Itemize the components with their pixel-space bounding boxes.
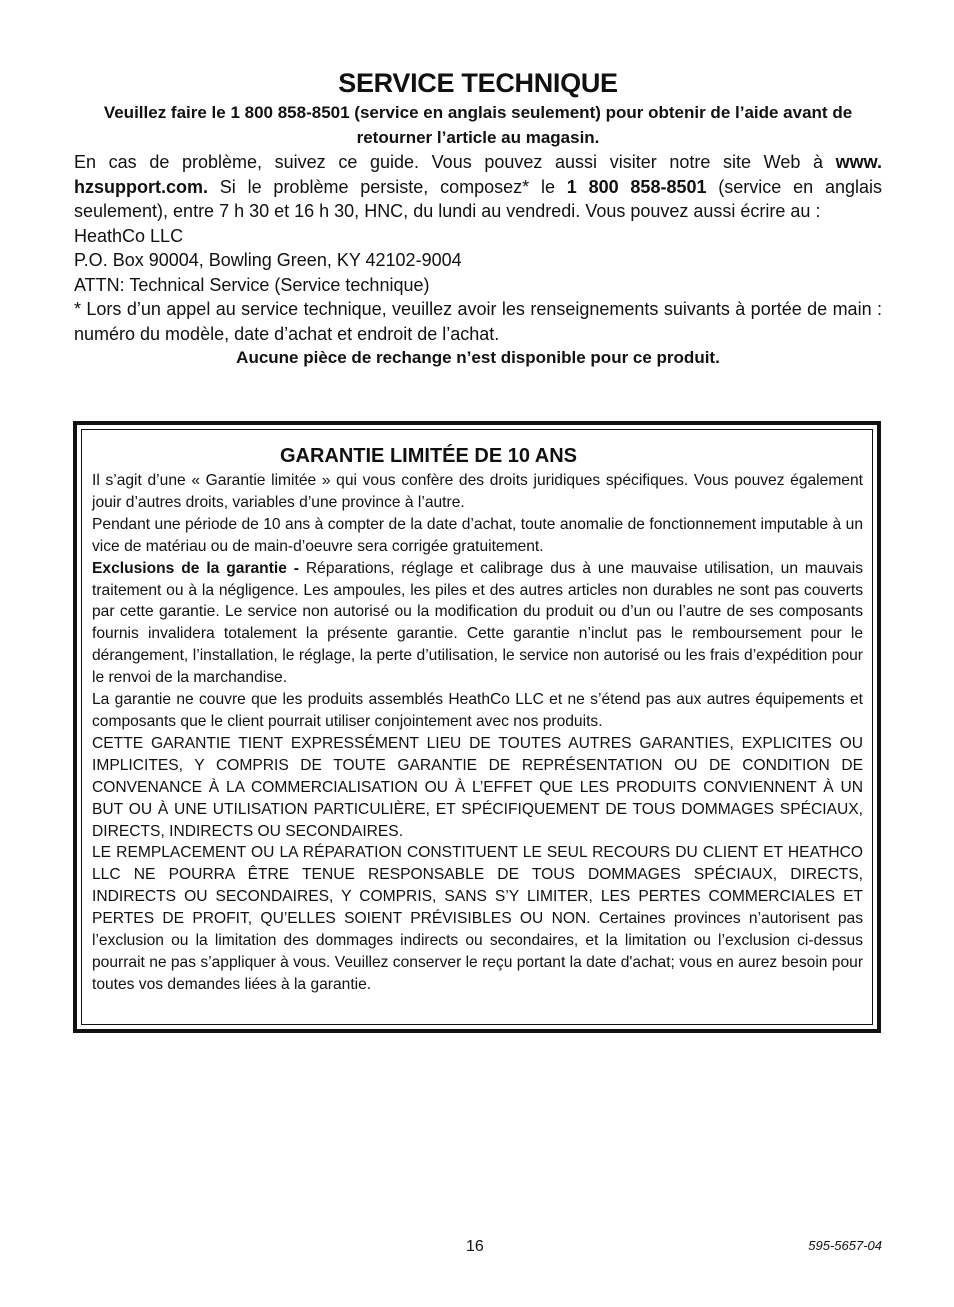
service-call-note: * Lors d’un appel au service technique, veuillez avoir les renseignements suivants à portée de main : numéro du modèle, date d’achat et endroit de l’achat. xyxy=(74,299,882,344)
address-line-box: P.O. Box 90004, Bowling Green, KY 42102-9004 xyxy=(74,250,462,270)
warranty-inner-frame xyxy=(81,429,873,1025)
warranty-paragraph-5: CETTE GARANTIE TIENT EXPRESSÉMENT LIEU DE TOUTES AUTRES GARANTIES, EXPLICITES OU IMPLICITES, Y COMPRIS DE TOUTE GARANTIE DE REPRÉSENTATION OU DE CONDITION DE CONVENANCE À LA COMMERCIALISATION OU À L’EFFET QUE LES PRODUITS CONVIENNENT À UN BUT OU À UNE UTILISATION PARTICULIÈRE, ET SPÉCIFIQUEMENT DE TOUS DOMMAGES SPÉCIAUX, DIRECTS, INDIRECTS OU SECONDAIRES. xyxy=(92,734,863,840)
service-section xyxy=(74,66,882,371)
warranty-box xyxy=(73,421,881,1033)
exclusions-text: Réparations, réglage et calibrage dus à une mauvaise utilisation, un mauvais traitement ou à la négligence. Les ampoules, les piles et des autres articles non durables ne sont pas couverts par cette garantie. Le service non autorisé ou la modification du produit ou d’un ou l’autre de ses composants fournis invalidera totalement la présente garantie. Cette garantie n’inclut pas le remboursement pour le dérangement, l’installation, le réglage, la perte d’utilisation, le service non autorisé ou les frais d’expédition pour le renvoi de la marchandise. xyxy=(92,559,863,687)
page-number: 16 xyxy=(466,1238,484,1255)
warranty-paragraph-1: Il s’agit d’une « Garantie limitée » qui vous confère des droits juridiques spécifiques. Vous pouvez également jouir d’autres droits, variables d’une province à l’autre. xyxy=(92,472,863,511)
warranty-paragraph-4: La garantie ne couvre que les produits assemblés HeathCo LLC et ne s’étend pas aux autres équipements et composants que le client pourrait utiliser conjointement avec nos produits. xyxy=(92,691,863,730)
support-phone-number: 1 800 858-8501 xyxy=(566,176,707,197)
service-title: SERVICE TECHNIQUE xyxy=(338,68,618,98)
warranty-paragraph-exclusions xyxy=(92,558,863,689)
address-line-company: HeathCo LLC xyxy=(74,225,184,246)
service-lead: Veuillez faire le 1 800 858-8501 (service en anglais seulement) pour obtenir de l’aide avant de retourner l’article au magasin. xyxy=(103,103,853,147)
service-text-b: Si le problème persiste, composez* le xyxy=(208,176,567,197)
no-parts-notice: Aucune pièce de rechange n’est disponible pour ce produit. xyxy=(236,348,720,367)
warranty-paragraph-6: LE REMPLACEMENT OU LA RÉPARATION CONSTITUENT LE SEUL RECOURS DU CLIENT ET HEATHCO LLC NE POURRA ÊTRE TENUE RESPONSABLE DE TOUS DOMMAGES SPÉCIAUX, DIRECTS, INDIRECTS OU SECONDAIRES, Y COMPRIS, SANS S’Y LIMITER, LES PERTES COMMERCIALES ET PERTES DE PROFIT, QU’ELLES SOIENT PRÉVISIBLES OU NON. Certaines provinces n’autorisent pas l’exclusion ou la limitation des dommages indirects ou secondaires, et la limitation ou l’exclusion ci-dessus pourrait ne pas s’appliquer à vous. Veuillez conserver le reçu portant la date d'achat; vous en aurez besoin pour toutes vos demandes liées à la garantie. xyxy=(92,844,864,993)
exclusions-label: Exclusions de la garantie - xyxy=(92,559,300,577)
service-paragraph xyxy=(74,150,882,224)
document-code: 595-5657-04 xyxy=(808,1238,882,1253)
support-website-link[interactable]: www. hzsupport.com. xyxy=(74,152,882,197)
address-line-attn: ATTN: Technical Service (Service technique) xyxy=(74,274,430,295)
warranty-title: GARANTIE LIMITÉE DE 10 ANS xyxy=(279,445,578,467)
service-text-c: (service en anglais seulement), entre 7 h 30 et 16 h 30, HNC, du lundi au vendredi. Vous pouvez aussi écrire au : xyxy=(74,176,882,221)
service-text-a: En cas de problème, suivez ce guide. Vous pouvez aussi visiter notre site Web à xyxy=(74,152,836,172)
warranty-paragraph-2: Pendant une période de 10 ans à compter de la date d’achat, toute anomalie de fonctionnement imputable à un vice de matériau ou de main-d’oeuvre sera corrigée gratuitement. xyxy=(92,515,863,555)
